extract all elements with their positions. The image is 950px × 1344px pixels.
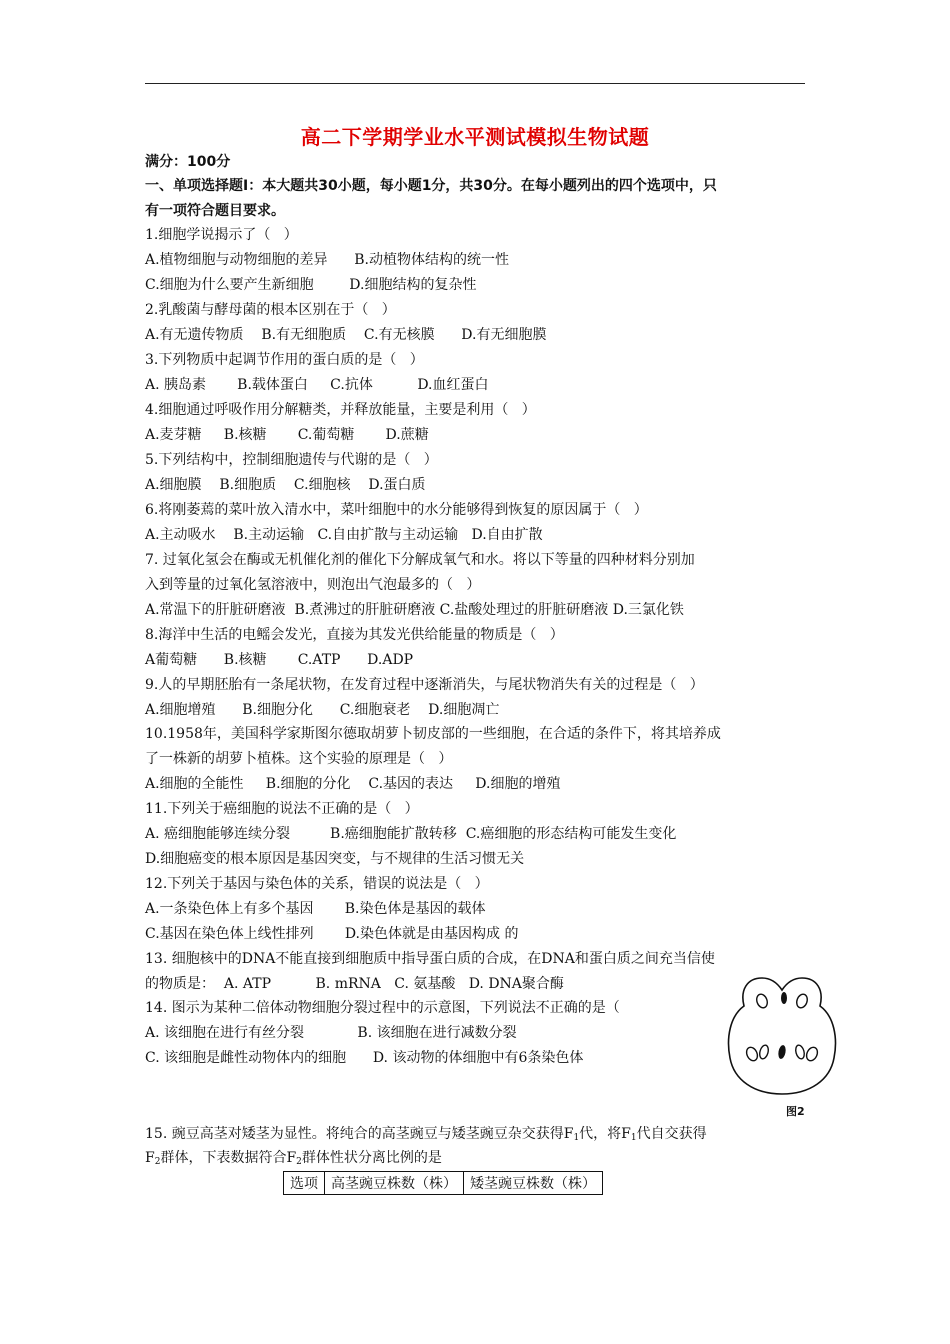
question-line: 14. 图示为某种二倍体动物细胞分裂过程中的示意图，下列说法不正确的是（ [145,1000,620,1016]
question-line: C.基因在染色体上线性排列 D.染色体就是由基因构成 的 [145,926,519,942]
question-line: A.细胞增殖 B.细胞分化 C.细胞衰老 D.细胞凋亡 [145,702,500,718]
question-line: C. 该细胞是雌性动物体内的细胞 D. 该动物的体细胞中有6条染色体 [145,1050,584,1066]
table-header-short: 矮茎豌豆株数（株） [464,1172,603,1195]
question-line: A.麦芽糖 B.核糖 C.葡萄糖 D.蔗糖 [145,427,429,443]
question-line: 5.下列结构中，控制细胞遗传与代谢的是（ ） [145,452,438,468]
question-line: 8.海洋中生活的电鳐会发光，直接为其发光供给能量的物质是（ ） [145,627,564,643]
question-line: 3.下列物质中起调节作用的蛋白质的是（ ） [145,352,424,368]
section-heading-line1: 一、单项选择题I：本大题共30小题，每小题1分，共30分。在每小题列出的四个选项中，只 [145,178,717,194]
question-line: A. 癌细胞能够连续分裂 B.癌细胞能扩散转移 C.癌细胞的形态结构可能发生变化 [145,826,677,842]
question-line: A. 该细胞在进行有丝分裂 B. 该细胞在进行减数分裂 [145,1025,517,1041]
question-line: A.有无遗传物质 B.有无细胞质 C.有无核膜 D.有无细胞膜 [145,327,547,343]
question-line: A.植物细胞与动物细胞的差异 B.动植物体结构的统一性 [145,252,509,268]
question-line: A.细胞膜 B.细胞质 C.细胞核 D.蛋白质 [145,477,426,493]
figure-caption: 图2 [786,1105,805,1118]
question-line: 了一株新的胡萝卜植株。这个实验的原理是（ ） [145,751,453,767]
top-rule [145,83,805,84]
question-line: 的物质是： A. ATP B. mRNA C. 氨基酸 D. DNA聚合酶 [145,976,564,992]
question-line: D.细胞癌变的根本原因是基因突变，与不规律的生活习惯无关 [145,851,525,867]
question-line: A. 胰岛素 B.载体蛋白 C.抗体 D.血红蛋白 [145,377,489,393]
page-title: 高二下学期学业水平测试模拟生物试题 [300,125,650,149]
question-line: A.一条染色体上有多个基因 B.染色体是基因的载体 [145,901,486,917]
table-header-row [284,1172,603,1195]
question-line: 12.下列关于基因与染色体的关系，错误的说法是（ ） [145,876,489,892]
section-heading-line2: 有一项符合题目要求。 [145,203,285,219]
q15-line1: 15. 豌豆高茎对矮茎为显性。将纯合的高茎豌豆与矮茎豌豆杂交获得$F_1$代，将$F_1$代自交获得 [145,1126,707,1143]
q15-line2: $F_2$群体，下表数据符合$F_2$群体性状分离比例的是 [145,1150,442,1167]
question-line: 10.1958年，美国科学家斯图尔德取胡萝卜韧皮部的一些细胞，在合适的条件下，将其培养成 [145,726,721,742]
full-score: 满分：100分 [145,154,231,170]
question-line: 11.下列关于癌细胞的说法不正确的是（ ） [145,801,419,817]
cell-diagram [722,968,842,1118]
question-line: A葡萄糖 B.核糖 C.ATP D.ADP [145,652,414,668]
question-line: 2.乳酸菌与酵母菌的根本区别在于（ ） [145,302,396,318]
question-line: A.常温下的肝脏研磨液 B.煮沸过的肝脏研磨液 C.盐酸处理过的肝脏研磨液 D.三氯化铁 [145,602,684,618]
question-line: A.主动吸水 B.主动运输 C.自由扩散与主动运输 D.自由扩散 [145,527,543,543]
question-line: 1.细胞学说揭示了（ ） [145,227,298,243]
table-header-option: 选项 [284,1172,325,1195]
table-header-tall: 高茎豌豆株数（株） [325,1172,464,1195]
q15-table [283,1171,603,1195]
cell-division-figure [722,968,842,1118]
question-line: 13. 细胞核中的DNA不能直接到细胞质中指导蛋白质的合成，在DNA和蛋白质之间充当信使 [145,951,715,967]
question-line: 6.将刚萎蔫的菜叶放入清水中，菜叶细胞中的水分能够得到恢复的原因属于（ ） [145,502,648,518]
question-line: 9.人的早期胚胎有一条尾状物，在发育过程中逐渐消失，与尾状物消失有关的过程是（ ） [145,677,704,693]
question-line: 入到等量的过氧化氢溶液中，则泡出气泡最多的（ ） [145,577,481,593]
question-line: A.细胞的全能性 B.细胞的分化 C.基因的表达 D.细胞的增殖 [145,776,561,792]
question-line: 7. 过氧化氢会在酶或无机催化剂的催化下分解成氧气和水。将以下等量的四种材料分别加 [145,552,695,568]
question-line: 4.细胞通过呼吸作用分解糖类，并释放能量，主要是利用（ ） [145,402,536,418]
question-line: C.细胞为什么要产生新细胞 D.细胞结构的复杂性 [145,277,477,293]
